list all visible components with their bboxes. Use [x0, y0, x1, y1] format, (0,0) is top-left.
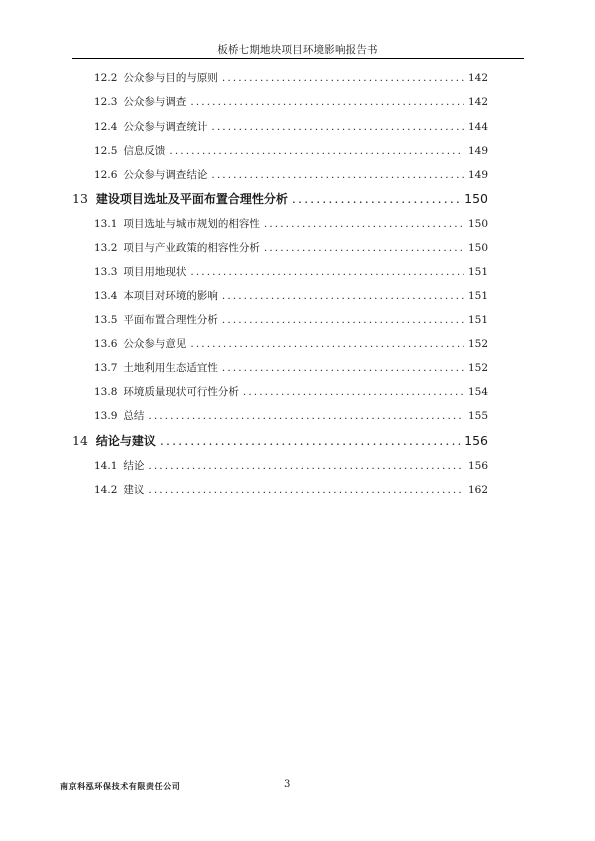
toc-section-entry[interactable]: [94, 408, 488, 424]
toc-entry-page: 149: [467, 145, 488, 157]
toc-entry-title: 公众参与调查结论: [123, 169, 208, 181]
toc-entry-page: 162: [467, 484, 488, 496]
toc-dot-leader: [264, 218, 464, 230]
toc-entry-page: 150: [467, 242, 488, 254]
toc-chapter-entry[interactable]: [72, 432, 488, 450]
page-header-title: 板桥七期地块项目环境影响报告书: [217, 44, 378, 56]
toc-entry-number: 14.2: [94, 484, 118, 496]
toc-section-entry[interactable]: [94, 70, 488, 86]
toc-section-entry[interactable]: [94, 216, 488, 232]
toc-entry-page: 144: [467, 121, 488, 133]
toc-section-entry[interactable]: [94, 312, 488, 328]
toc-entry-page: 155: [467, 410, 488, 422]
toc-dot-leader: [292, 191, 460, 206]
toc-entry-title: 公众参与目的与原则: [123, 72, 218, 84]
toc-entry-number: 12.6: [94, 169, 118, 181]
toc-entry-title: 建议: [123, 484, 145, 496]
toc-entry-page: 142: [467, 96, 488, 108]
toc-entry-number: 13.7: [94, 362, 118, 374]
toc-entry-page: 152: [467, 338, 488, 350]
toc-section-entry[interactable]: [94, 482, 488, 498]
toc-entry-number: 13.9: [94, 410, 118, 422]
toc-section-entry[interactable]: [94, 384, 488, 400]
toc-section-entry[interactable]: [94, 119, 488, 135]
toc-entry-title: 建设项目选址及平面布置合理性分析: [95, 192, 288, 206]
toc-section-entry[interactable]: [94, 94, 488, 110]
toc-dot-leader: [160, 433, 460, 448]
toc-dot-leader: [222, 72, 464, 84]
toc-entry-number: 13.8: [94, 386, 118, 398]
toc-entry-number: 13.5: [94, 314, 118, 326]
toc-entry-number: 12.4: [94, 121, 118, 133]
toc-entry-title: 公众参与调查: [123, 96, 187, 108]
toc-entry-title: 公众参与调查统计: [123, 121, 208, 133]
toc-entry-number: 12.3: [94, 96, 118, 108]
toc-dot-leader: [169, 145, 464, 157]
toc-section-entry[interactable]: [94, 360, 488, 376]
toc-dot-leader: [243, 386, 464, 398]
toc-entry-page: 151: [467, 266, 488, 278]
toc-entry-number: 13.6: [94, 338, 118, 350]
toc-entry-title: 项目选址与城市规划的相容性: [123, 218, 260, 230]
toc-section-entry[interactable]: [94, 143, 488, 159]
toc-entry-number: 13: [72, 191, 88, 206]
toc-entry-page: 149: [467, 169, 488, 181]
toc-dot-leader: [148, 460, 464, 472]
toc-dot-leader: [211, 121, 464, 133]
toc-entry-number: 14: [72, 433, 88, 448]
toc-section-entry[interactable]: [94, 240, 488, 256]
toc-dot-leader: [190, 266, 464, 278]
toc-section-entry[interactable]: [94, 167, 488, 183]
toc-dot-leader: [264, 242, 464, 254]
toc-entry-title: 本项目对环境的影响: [123, 290, 218, 302]
toc-entry-number: 13.3: [94, 266, 118, 278]
toc-section-entry[interactable]: [94, 458, 488, 474]
toc-entry-page: 142: [467, 72, 488, 84]
toc-entry-page: 154: [467, 386, 488, 398]
toc-entry-title: 公众参与意见: [123, 338, 187, 350]
toc-dot-leader: [222, 362, 464, 374]
toc-chapter-entry[interactable]: [72, 190, 488, 208]
toc-dot-leader: [190, 96, 464, 108]
toc-dot-leader: [148, 410, 464, 422]
toc-entry-title: 总结: [123, 410, 145, 422]
header-divider: [72, 58, 524, 59]
toc-entry-page: 156: [467, 460, 488, 472]
toc-entry-title: 项目与产业政策的相容性分析: [123, 242, 260, 254]
toc-entry-number: 12.2: [94, 72, 118, 84]
toc-entry-title: 土地利用生态适宜性: [123, 362, 218, 374]
toc-entry-page: 150: [464, 191, 488, 206]
toc-dot-leader: [211, 169, 464, 181]
toc-section-entry[interactable]: [94, 264, 488, 280]
toc-entry-title: 环境质量现状可行性分析: [123, 386, 239, 398]
footer-page-number: 3: [284, 779, 291, 790]
toc-entry-number: 13.2: [94, 242, 118, 254]
toc-entry-page: 150: [467, 218, 488, 230]
toc-entry-number: 12.5: [94, 145, 118, 157]
toc-dot-leader: [222, 314, 464, 326]
toc-entry-title: 信息反馈: [123, 145, 166, 157]
toc-entry-number: 14.1: [94, 460, 118, 472]
toc-entry-page: 152: [467, 362, 488, 374]
toc-dot-leader: [190, 338, 464, 350]
toc-entry-page: 156: [464, 433, 488, 448]
toc-entry-title: 结论: [123, 460, 145, 472]
toc-entry-page: 151: [467, 290, 488, 302]
toc-dot-leader: [222, 290, 464, 302]
toc-entry-number: 13.4: [94, 290, 118, 302]
toc-section-entry[interactable]: [94, 336, 488, 352]
toc-entry-number: 13.1: [94, 218, 118, 230]
toc-entry-title: 项目用地现状: [123, 266, 187, 278]
toc-entry-title: 结论与建议: [95, 434, 156, 448]
toc-entry-title: 平面布置合理性分析: [123, 314, 218, 326]
toc-section-entry[interactable]: [94, 288, 488, 304]
toc-entry-page: 151: [467, 314, 488, 326]
footer-company-name: 南京科泓环保技术有限责任公司: [60, 782, 181, 791]
toc-dot-leader: [148, 484, 464, 496]
